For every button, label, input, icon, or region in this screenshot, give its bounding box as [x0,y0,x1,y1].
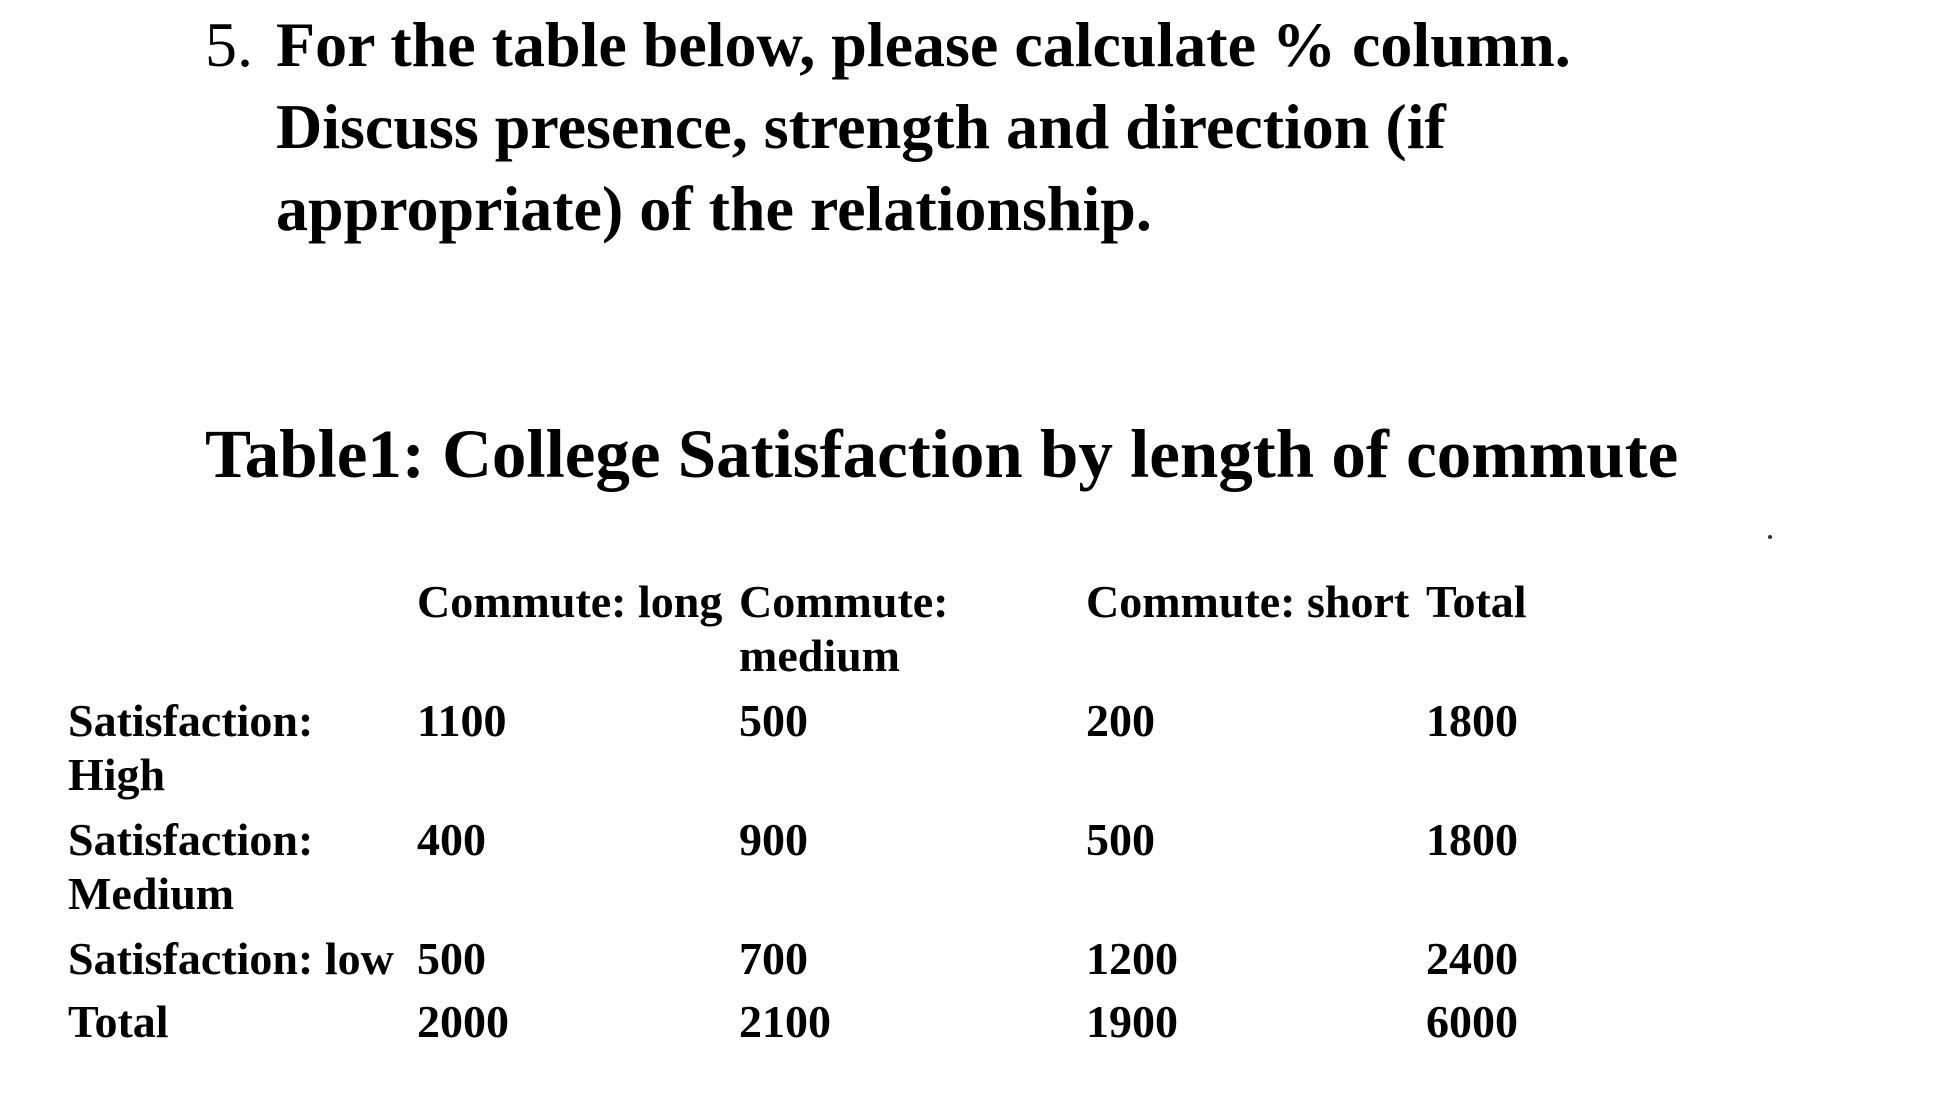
question-text: For the table below, please calculate % column. Discuss presence, strength and direction (if appropriate) of the relationship. [276,9,1571,244]
table-cell: 1900 [1086,996,1178,1047]
table-cell: 1800 [1426,695,1518,746]
table-cell: 2400 [1426,933,1518,984]
table-cell: 1100 [417,695,507,746]
table-cell: 900 [739,814,808,865]
table-cell: 200 [1086,695,1155,746]
row-label: Satisfaction: High [68,695,314,800]
table-cell: 400 [417,814,486,865]
header-cell-commute-medium: Commute: medium [739,576,949,681]
table-cell: 2000 [417,996,509,1047]
table-cell: 500 [739,695,808,746]
table-row [60,932,1618,995]
table-cell: 6000 [1426,996,1518,1047]
header-cell-commute-long: Commute: long [417,576,723,627]
question-number: 5. [205,9,253,80]
table-cell: 500 [417,933,486,984]
crosstab-table [60,575,1618,1049]
header-cell-commute-short: Commute: short [1086,576,1410,627]
header-cell-total: Total [1426,576,1527,627]
table-row [60,813,1618,932]
table-cell: 500 [1086,814,1155,865]
table-cell: 1800 [1426,814,1518,865]
row-label: Total [68,996,169,1047]
table-cell: 700 [739,933,808,984]
table-total-row [60,995,1618,1049]
question [205,4,1805,250]
table-row [60,694,1618,813]
table-cell: 1200 [1086,933,1178,984]
table-header-row [60,575,1618,694]
table-title: Table1: College Satisfaction by length of commute [205,416,1679,492]
row-label: Satisfaction: low [68,933,394,984]
row-label: Satisfaction: Medium [68,814,314,919]
table-cell: 2100 [739,996,831,1047]
stray-dot-mark [1768,535,1772,539]
